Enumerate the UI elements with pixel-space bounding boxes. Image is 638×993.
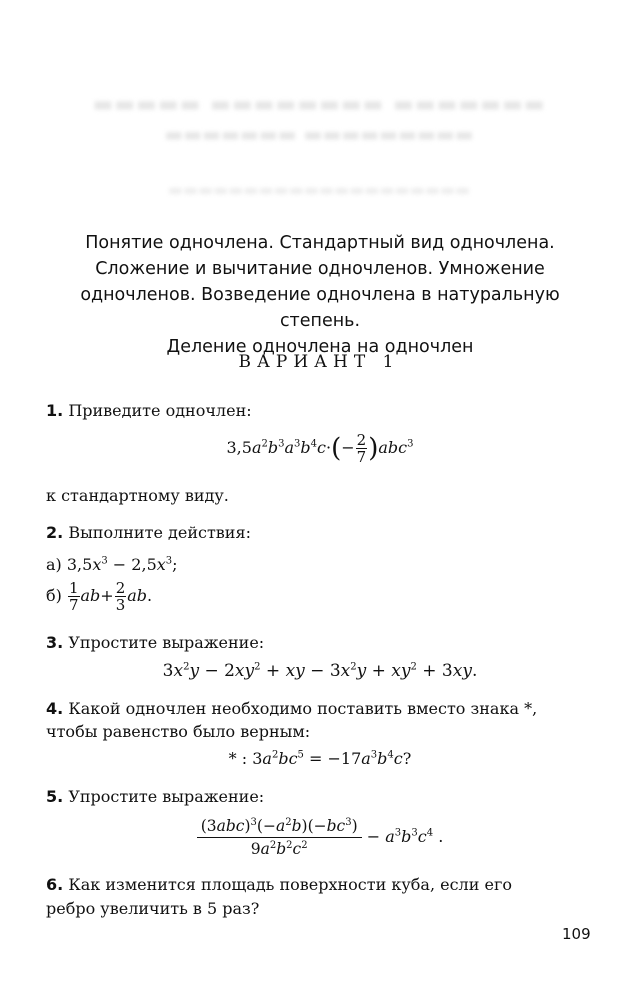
bleed-through-artifact: ▬▬▬▬▬▬▬▬▬▬▬▬▬▬▬▬▬▬▬▬ (167, 180, 471, 199)
task-number: 1. (46, 401, 64, 420)
task-number: 4. (46, 699, 64, 718)
task-4-text-cont: чтобы равенство было верным: (46, 722, 311, 741)
bleed-through-artifact: ▬▬▬▬▬ ▬▬▬▬▬▬▬▬ ▬▬▬▬▬▬▬ (92, 92, 546, 117)
task-4 (46, 698, 594, 720)
task-1 (46, 400, 594, 422)
task-number: 3. (46, 633, 64, 652)
heading-line: Деление одночлена на одночлен (166, 337, 474, 357)
task-text: Упростите выражение: (68, 633, 265, 652)
task-4-formula: * : $3a^2bc^5 = -17a^3b^4c$? (228, 749, 412, 768)
task-1-suffix: к стандартному виду. (46, 486, 229, 505)
bleed-through-artifact: ▬▬▬▬▬▬▬ ▬▬▬▬▬▬▬▬▬ (164, 122, 474, 146)
page-number: 109 (562, 925, 591, 943)
task-text: Какой одночлен необходимо поставить вместо знака *, (68, 699, 538, 718)
task-2-part-a: а) $3,5x^3 - 2,5x^3$; (46, 555, 178, 574)
task-number: 2. (46, 523, 64, 542)
task-5 (46, 786, 594, 808)
section-heading (40, 230, 600, 360)
task-number: 5. (46, 787, 64, 806)
part-label: а) (46, 555, 62, 574)
heading-line: Сложение и вычитание одночленов. Умножение (95, 259, 545, 279)
task-6 (46, 874, 594, 896)
task-6-text-cont: ребро увеличить в 5 раз? (46, 899, 260, 918)
task-2-part-b: б) $\frac{1}{7}$ ab+ $\frac{2}{3}$ ab. (46, 579, 153, 614)
variant-title: ВАРИАНТ 1 (238, 352, 400, 372)
task-text: Как изменится площадь поверхности куба, если его (68, 875, 512, 894)
task-3 (46, 632, 594, 654)
task-text: Приведите одночлен: (68, 401, 252, 420)
heading-line: одночленов. Возведение одночлена в натуральную степень. (80, 285, 560, 331)
task-1-formula: $3,5a^2b^3a^3b^4c\cdot(-$ $\frac{2}{7}$ )abc$^3$ (226, 431, 414, 466)
task-3-formula: $3x^2y - 2xy^2$ + xy − $3x^2y + xy^2 + 3xy$. (162, 661, 478, 681)
task-number: 6. (46, 875, 64, 894)
task-text: Упростите выражение: (68, 787, 265, 806)
heading-line: Понятие одночлена. Стандартный вид одночлена. (85, 233, 555, 253)
task-5-formula: $\frac{(3abc)^3(-a^2b)(-bc^3)}{9a^2b^2c^2}$ − $a^3b^3c^4$ . (46, 815, 594, 860)
task-2 (46, 522, 594, 544)
part-label: б) (46, 586, 62, 605)
task-text: Выполните действия: (68, 523, 251, 542)
